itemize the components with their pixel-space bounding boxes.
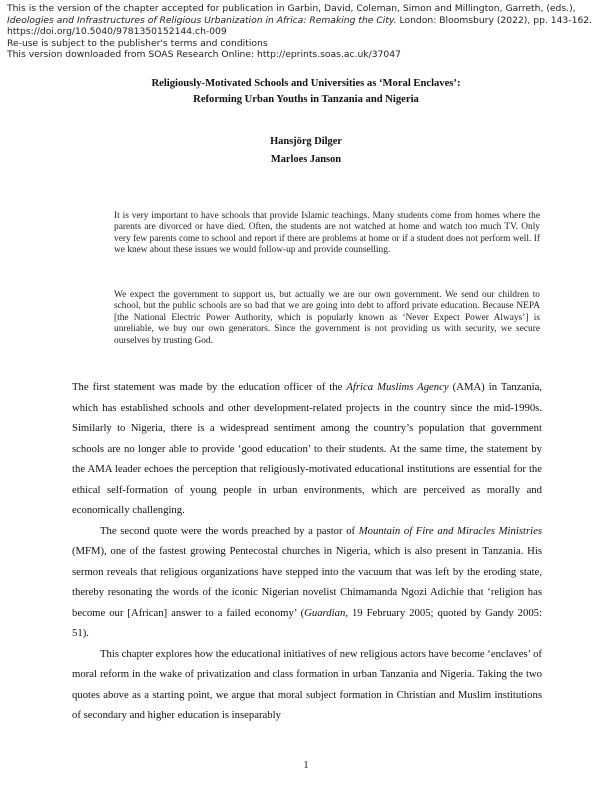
agency-name: Africa Muslims Agency: [346, 381, 449, 393]
chapter-title-line-1: Religiously-Motivated Schools and Universities as ‘Moral Enclaves’:: [151, 78, 461, 89]
chapter-title-line-2: Reforming Urban Youths in Tanzania and Nigeria: [193, 94, 419, 105]
paragraph-2-text-c: , 19 February 2005; quoted by Gandy 2005: 51).: [72, 606, 542, 639]
notice-citation-line: This is the version of the chapter accepted for publication in Garbin, David, Coleman, Simon and Millington, Garreth, (eds.),: [7, 3, 576, 14]
newspaper-name: Guardian: [304, 606, 346, 619]
paragraph-2-text-a: The second quote were the words preached by a pastor of: [100, 524, 359, 537]
doi-link[interactable]: https://doi.org/10.5040/9781350152144.ch-009: [7, 26, 227, 37]
paragraph-2: [72, 521, 542, 644]
publisher-info: London: Bloomsbury (2022), pp. 143-162.: [396, 14, 593, 26]
notice-book-line: [7, 15, 607, 27]
paragraph-2-text-b: (MFM), one of the fastest growing Pentecostal churches in Nigeria, which is also present in Tanzania. His sermon reveals that religious organizations have stepped into the vacuum that was left by the eroding state, thereby resonating the words of the iconic Nigerian novelist Chimamanda Ngozi Adichie that ‘religion has become our [African] answer to a failed economy’ (: [72, 545, 542, 619]
paragraph-3: This chapter explores how the educational initiatives of new religious actors have become ‘enclaves’ of moral reform in the wake of privatization and class formation in urban Tanzania and Nigeria. Taking the two quotes above as a starting point, we argue that moral subject formation in Christian and Muslim institutions of secondary and higher education is inseparably: [72, 647, 542, 721]
page-number: 1: [303, 760, 309, 771]
author-1: Hansjörg Dilger: [270, 136, 342, 147]
paragraph-1-text-b: (AMA) in Tanzania, which has established schools and other development-related projects in the country since the mid-1990s. Similarly to Nigeria, there is a widespread sentiment among the country’s population that government schools are no longer able to provide ‘good education’ to their students. At the same time, the statement by the AMA leader echoes the perception that religiously-motivated educational institutions are essential for the ethical self-formation of young people in urban environments, which are perceived as morally and economically challenging.: [72, 381, 542, 516]
download-notice: This version downloaded from SOAS Research Online: http://eprints.soas.ac.uk/37047: [7, 49, 401, 60]
epigraph-quote-2: We expect the government to support us, but actually we are our own government. We send our children to school, but the public schools are so bad that we are going into debt to afford private education. Because NEPA [the National Electric Power Authority, which is popularly known as ‘Never Expect Power Always’] is unreliable, we buy our own generators. Since the government is not providing us with security, we secure ourselves by trusting God.: [114, 290, 540, 346]
paragraph-1: [72, 377, 542, 521]
chapter-body: [72, 377, 542, 726]
epigraph-quote-1: It is very important to have schools that provide Islamic teachings. Many students come from homes where the parents are divorced or have died. Often, the students are not watched at home and watch too much TV. Only very few parents come to school and report if there are problems at home or if a student does not perform well. If we knew about these issues we would follow-up and provide counselling.: [114, 211, 540, 256]
reuse-notice: Re-use is subject to the publisher's terms and conditions: [7, 37, 268, 49]
publication-notice: [7, 3, 607, 61]
paragraph-1-text-a: The first statement was made by the education officer of the: [72, 381, 347, 393]
author-2: Marloes Janson: [270, 154, 342, 165]
book-title: Ideologies and Infrastructures of Religious Urbanization in Africa: Remaking the City.: [7, 14, 397, 26]
church-name: Mountain of Fire and Miracles Ministries: [358, 524, 542, 537]
